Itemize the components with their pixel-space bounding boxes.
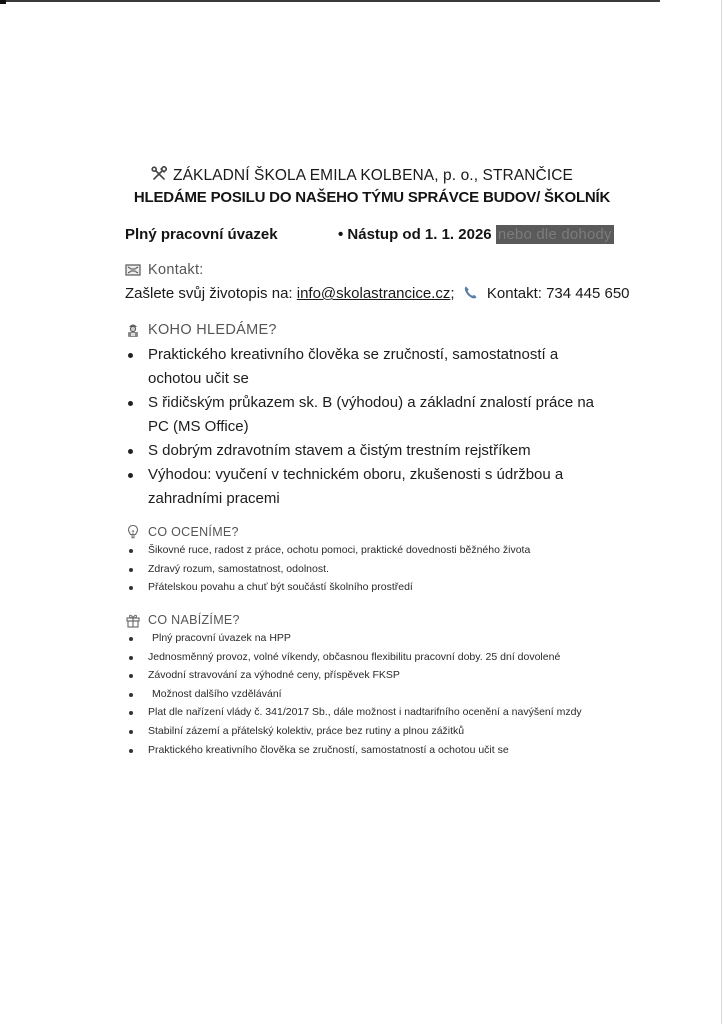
who-we-seek-heading <box>125 322 277 338</box>
list-item: Zdravý rozum, samostatnost, odolnost. <box>125 560 635 579</box>
worker-icon <box>125 322 141 338</box>
list-item: Praktického kreativního člověka se zručností, samostatností a ochotou učit se <box>125 741 635 760</box>
who-we-seek-heading-text: KOHO HLEDÁME? <box>148 322 277 338</box>
fax-icon <box>125 262 141 278</box>
list-item: Plat dle nařízení vlády č. 341/2017 Sb., dále možnost i nadtarifního ocenění a navýšení mzdy <box>125 703 635 722</box>
tools-icon <box>151 166 167 182</box>
separator: ; <box>450 285 455 302</box>
we-value-heading-text: CO OCENÍME? <box>148 525 239 539</box>
contact-heading <box>125 262 204 278</box>
list-item: Šikovné ruce, radost z práce, ochotu pomoci, praktické dovednosti běžného života <box>125 541 635 560</box>
we-offer-heading <box>125 612 240 628</box>
phone-icon <box>463 285 478 300</box>
list-item: Přátelskou povahu a chuť být součástí školního prostředí <box>125 578 635 597</box>
we-offer-list <box>125 629 635 759</box>
list-item: S řidičským průkazem sk. B (výhodou) a základní znalostí práce na PC (MS Office) <box>125 391 615 439</box>
list-item: Závodní stravování za výhodné ceny, příspěvek FKSP <box>125 666 635 685</box>
contact-heading-text: Kontakt: <box>148 262 204 278</box>
list-item: Výhodou: vyučení v technickém oboru, zkušenosti s údržbou a zahradními pracemi <box>125 463 615 511</box>
list-item: Stabilní zázemí a přátelský kolektiv, práce bez rutiny a plnou zážitků <box>125 722 635 741</box>
gift-icon <box>125 612 141 628</box>
list-item: S dobrým zdravotním stavem a čistým trestním rejstříkem <box>125 439 615 463</box>
we-value-heading <box>125 524 239 540</box>
school-name: ZÁKLADNÍ ŠKOLA EMILA KOLBENA, p. o., STRANČICE <box>173 167 573 184</box>
send-cv-label: Zašlete svůj životopis na: <box>125 285 297 302</box>
contact-line <box>125 285 630 302</box>
lightbulb-icon <box>125 524 141 540</box>
list-item-text: Možnost dalšího vzdělávání <box>152 687 282 700</box>
list-item: Jednosměnný provoz, volné víkendy, občasnou flexibilitu pracovní doby. 25 dní dovolené <box>125 648 635 667</box>
headline: HLEDÁME POSILU DO NAŠEHO TÝMU SPRÁVCE BUDOV/ ŠKOLNÍK <box>133 189 611 206</box>
start-date-text: • Nástup od 1. 1. 2026 <box>338 226 492 243</box>
we-offer-heading-text: CO NABÍZÍME? <box>148 613 240 627</box>
list-item-text: Plný pracovní úvazek na HPP <box>152 632 291 644</box>
email-link[interactable]: info@skolastrancice.cz <box>296 285 451 302</box>
list-item: Praktického kreativního člověka se zručností, samostatností a ochotou učit se <box>125 343 615 391</box>
start-date <box>338 226 614 243</box>
school-name-line <box>0 166 724 185</box>
list-item <box>125 685 635 704</box>
employment-type: Plný pracovní úvazek <box>125 226 278 243</box>
phone-number: Kontakt: 734 445 650 <box>486 285 630 302</box>
we-value-list <box>125 541 635 597</box>
list-item <box>125 629 635 648</box>
start-date-highlight: nebo dle dohody <box>497 226 612 243</box>
who-we-seek-list <box>125 343 615 511</box>
